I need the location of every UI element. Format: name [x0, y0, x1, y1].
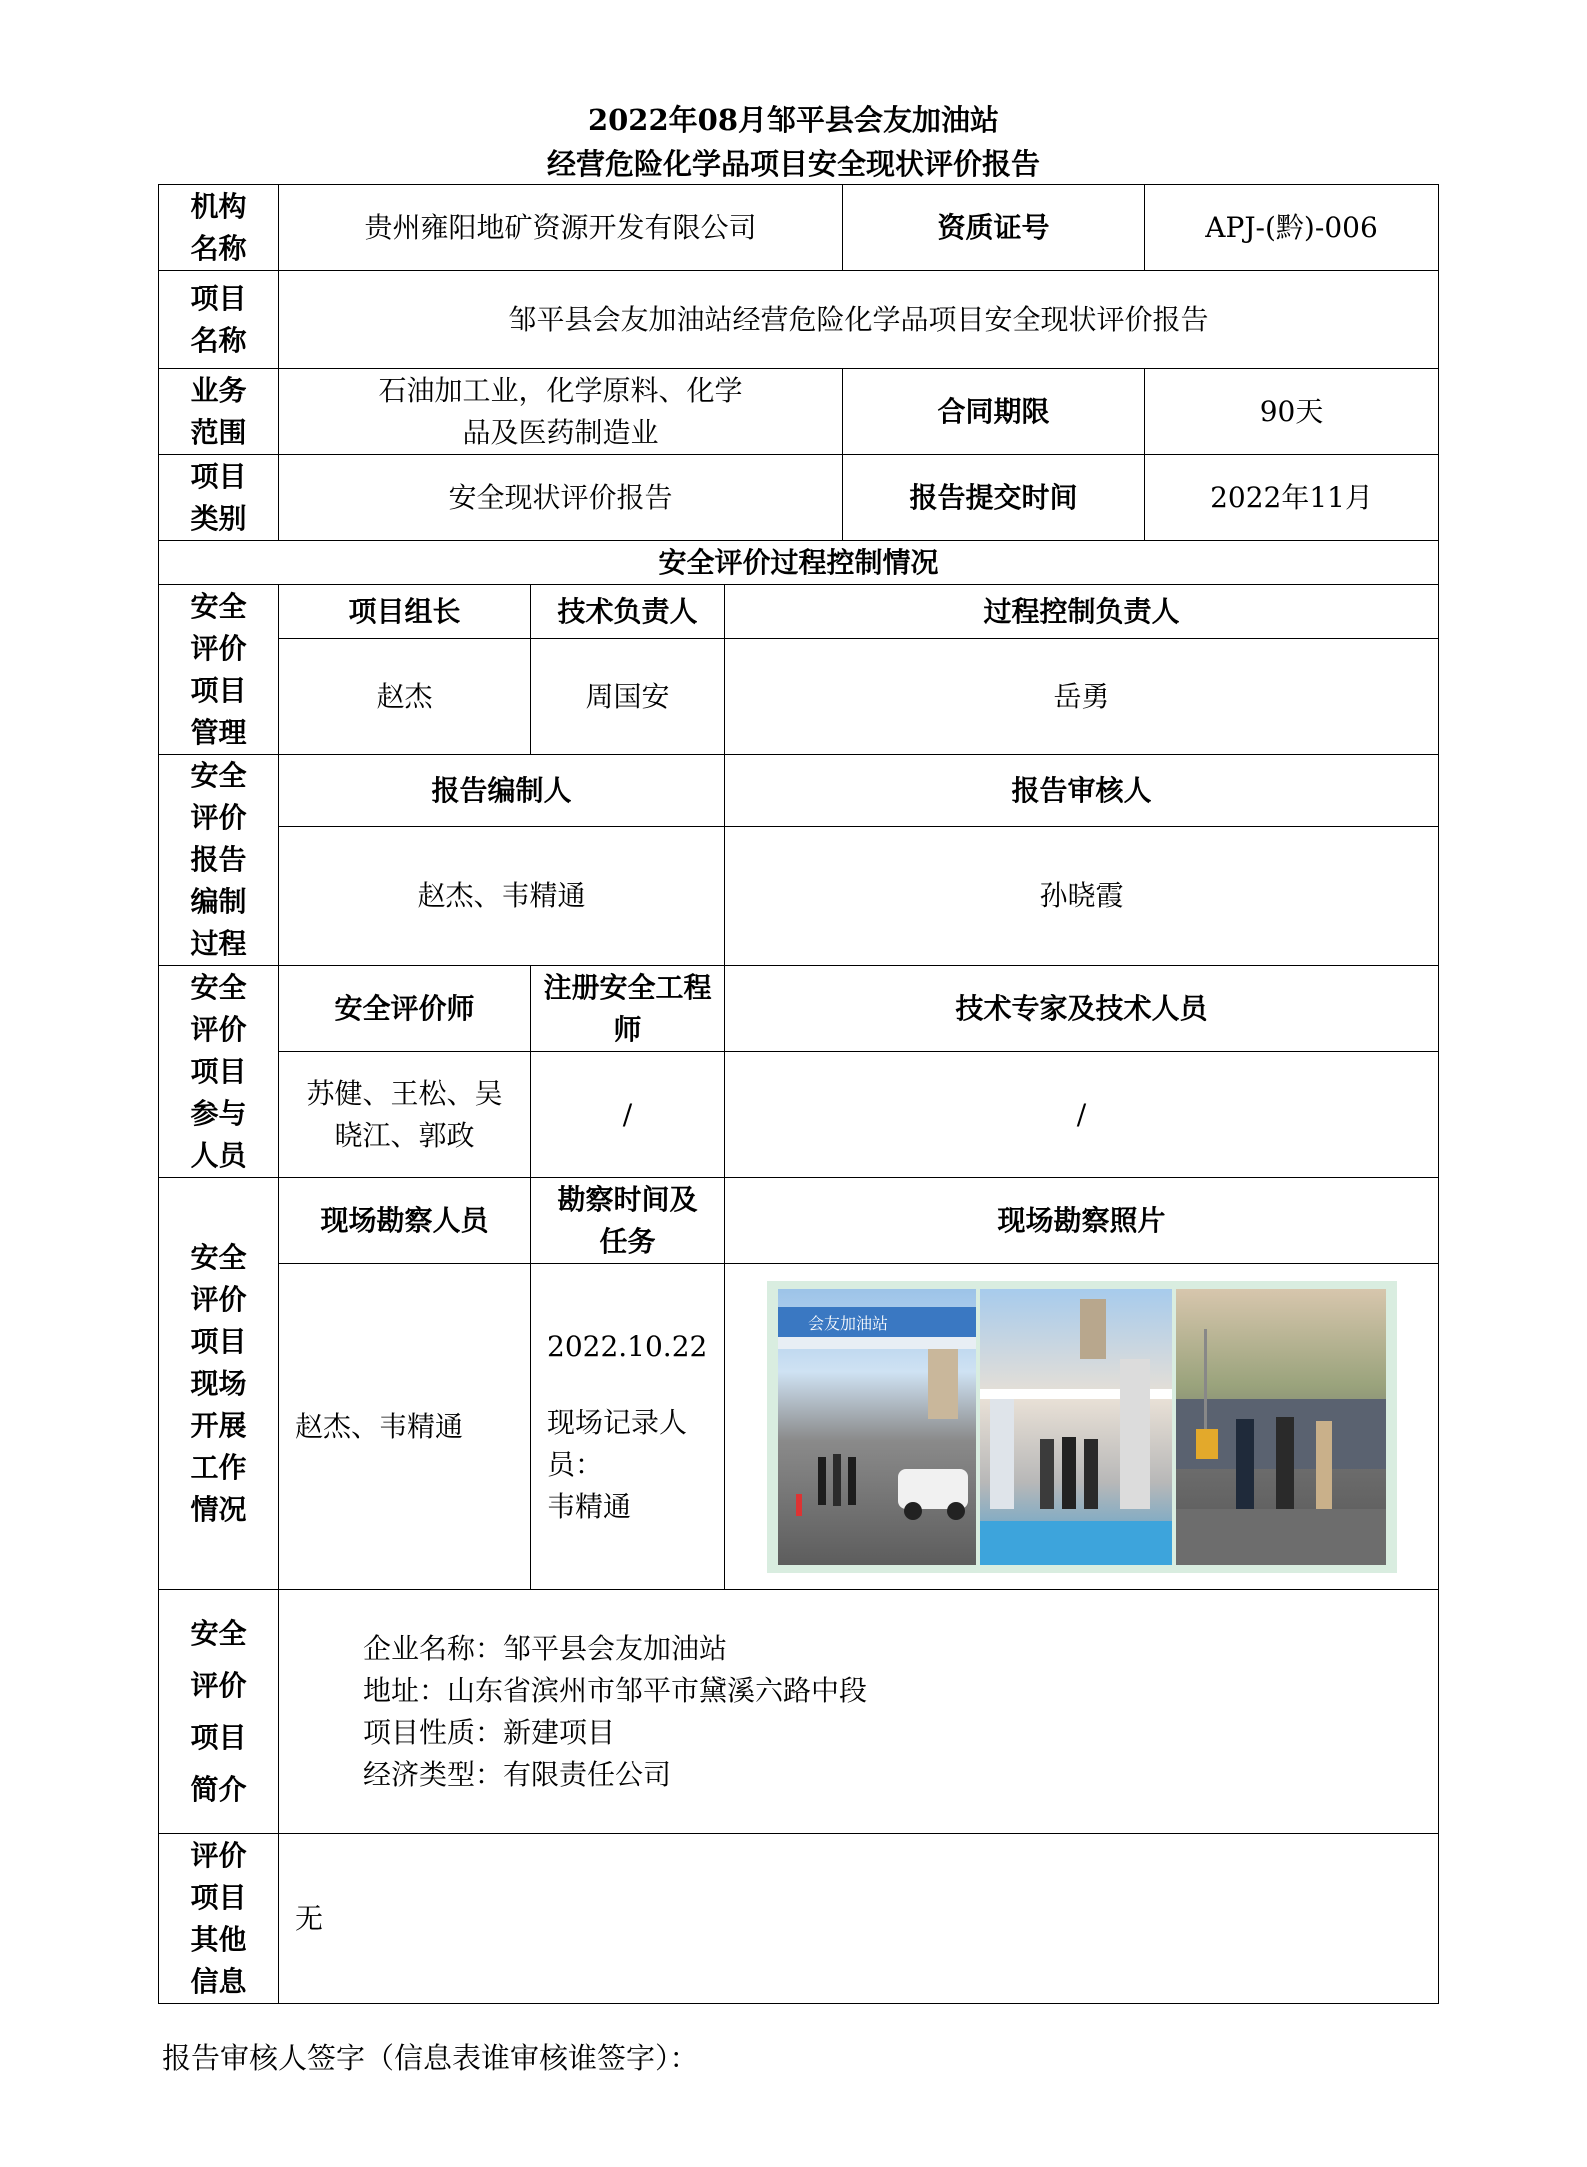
document-title — [0, 98, 1587, 186]
site-value-row — [159, 1264, 1439, 1590]
compiler-value: 赵杰、韦精通 — [279, 827, 725, 966]
management-value-row — [159, 639, 1439, 755]
evaluator-value: 苏健、王松、吴 晓江、郭政 — [279, 1052, 531, 1178]
participants-value-row — [159, 1052, 1439, 1178]
process-control-header: 过程控制负责人 — [725, 585, 1439, 639]
brief-label: 安全 评价 项目 简介 — [159, 1590, 279, 1834]
brief-economy: 经济类型：有限责任公司 — [363, 1757, 672, 1791]
evaluator-header: 安全评价师 — [279, 966, 531, 1052]
title-line-1: 2022年08月邹平县会友加油站 — [587, 103, 1000, 137]
compile-label: 安全 评价 报告 编制 过程 — [159, 755, 279, 966]
site-photo-1 — [778, 1289, 976, 1565]
category-row — [159, 455, 1439, 541]
other-label: 评价 项目 其他 信息 — [159, 1834, 279, 2004]
brief-address: 地址：山东省滨州市邹平市黛溪六路中段 — [363, 1673, 868, 1707]
business-row — [159, 369, 1439, 455]
org-row — [159, 185, 1439, 271]
survey-time-value: 2022.10.22 现场记录人员： 韦精通 — [531, 1264, 725, 1590]
brief-content — [279, 1590, 1439, 1834]
management-label: 安全 评价 项目 管理 — [159, 585, 279, 755]
participants-header-row — [159, 966, 1439, 1052]
reviewer-header: 报告审核人 — [725, 755, 1439, 827]
section-title: 安全评价过程控制情况 — [159, 541, 1439, 585]
reviewer-value: 孙晓霞 — [725, 827, 1439, 966]
survey-photos — [725, 1264, 1439, 1590]
tech-lead-header: 技术负责人 — [531, 585, 725, 639]
brief-nature: 项目性质：新建项目 — [363, 1715, 616, 1749]
survey-photos-header: 现场勘察照片 — [725, 1178, 1439, 1264]
management-header-row — [159, 585, 1439, 639]
org-name: 贵州雍阳地矿资源开发有限公司 — [279, 185, 843, 271]
info-table — [158, 184, 1439, 2004]
safety-engineer-value: / — [531, 1052, 725, 1178]
contract-label: 合同期限 — [843, 369, 1145, 455]
experts-header: 技术专家及技术人员 — [725, 966, 1439, 1052]
photo-strip — [767, 1281, 1397, 1573]
participants-label: 安全 评价 项目 参与 人员 — [159, 966, 279, 1178]
brief-row — [159, 1590, 1439, 1834]
business-label: 业务 范围 — [159, 369, 279, 455]
site-header-row — [159, 1178, 1439, 1264]
safety-engineer-header: 注册安全工程 师 — [531, 966, 725, 1052]
category-value: 安全现状评价报告 — [279, 455, 843, 541]
project-name: 邹平县会友加油站经营危险化学品项目安全现状评价报告 — [279, 271, 1439, 369]
tech-lead-value: 周国安 — [531, 639, 725, 755]
submit-value: 2022年11月 — [1145, 455, 1439, 541]
surveyors-header: 现场勘察人员 — [279, 1178, 531, 1264]
category-label: 项目 类别 — [159, 455, 279, 541]
site-photo-3 — [1176, 1289, 1386, 1565]
brief-company: 企业名称：邹平县会友加油站 — [363, 1631, 728, 1665]
project-label: 项目 名称 — [159, 271, 279, 369]
reviewer-signature-line: 报告审核人签字（信息表谁审核谁签字）： — [162, 2041, 699, 2075]
section-row — [159, 541, 1439, 585]
compiler-header: 报告编制人 — [279, 755, 725, 827]
project-row — [159, 271, 1439, 369]
compile-value-row — [159, 827, 1439, 966]
team-leader-header: 项目组长 — [279, 585, 531, 639]
submit-label: 报告提交时间 — [843, 455, 1145, 541]
team-leader-value: 赵杰 — [279, 639, 531, 755]
site-label: 安全 评价 项目 现场 开展 工作 情况 — [159, 1178, 279, 1590]
canopy-sign-text: 会友加油站 — [807, 1313, 888, 1333]
experts-value: / — [725, 1052, 1439, 1178]
contract-value: 90天 — [1145, 369, 1439, 455]
business-scope: 石油加工业，化学原料、化学 品及医药制造业 — [279, 369, 843, 455]
survey-time-header: 勘察时间及 任务 — [531, 1178, 725, 1264]
other-value: 无 — [279, 1834, 1439, 2004]
org-label: 机构 名称 — [159, 185, 279, 271]
surveyors-value: 赵杰、韦精通 — [279, 1264, 531, 1590]
site-photo-2 — [980, 1289, 1172, 1565]
cert-label: 资质证号 — [843, 185, 1145, 271]
title-line-2: 经营危险化学品项目安全现状评价报告 — [546, 147, 1040, 181]
process-control-value: 岳勇 — [725, 639, 1439, 755]
other-row — [159, 1834, 1439, 2004]
cert-value: APJ-(黔)-006 — [1145, 185, 1439, 271]
compile-header-row — [159, 755, 1439, 827]
